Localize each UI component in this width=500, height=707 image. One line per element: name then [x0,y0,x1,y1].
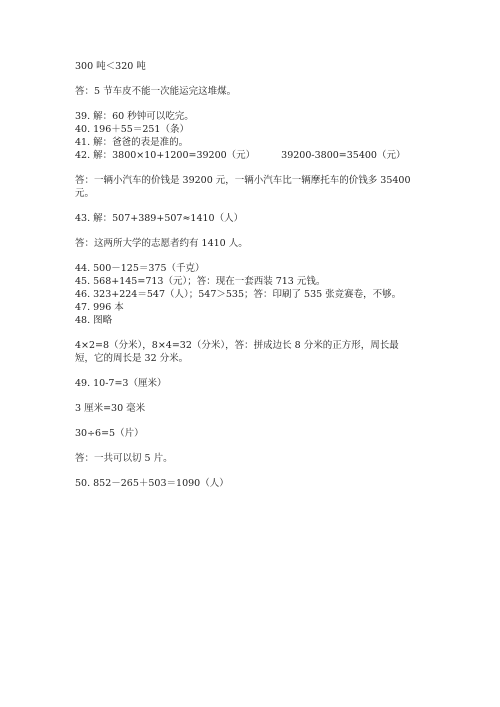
answer-line: 答：这两所大学的志愿者约有 1410 人。 [75,238,248,249]
answer-line: 47. 996 本 [75,302,124,313]
answer-part: 39200-3800=35400（元） [281,150,406,161]
answer-part: 42. 解：3800×10+1200=39200（元） [75,150,256,161]
answer-line: 短，它的周长是 32 分米。 [75,353,189,364]
answer-line [75,150,405,162]
answer-line: 300 吨＜320 吨 [75,61,146,72]
answer-line: 41. 解：爸爸的表是准的。 [75,137,189,148]
answer-line: 45. 568+145=713（元）；答：现在一套西装 713 元钱。 [75,276,326,287]
answer-line: 答：一辆小汽车的价钱是 39200 元，一辆小汽车比一辆摩托车的价钱多 35400 [75,175,411,186]
answer-line: 39. 解：60 秒钟可以吃完。 [75,111,194,122]
answer-line: 48. 图略 [75,315,113,326]
answer-line: 30÷6=5（片） [75,428,144,439]
answer-line: 元。 [75,188,95,199]
answer-line: 答：5 节车皮不能一次能运完这堆煤。 [75,86,237,97]
answer-line: 答：一共可以切 5 片。 [75,453,173,464]
answer-line: 50. 852－265＋503＝1090（人） [75,478,229,489]
answer-line: 4×2=8（分米），8×4=32（分米），答：拼成边长 8 分米的正方形，周长最 [75,340,399,351]
answer-line: 40. 196＋55＝251（条） [75,124,189,135]
answer-line: 43. 解：507+389+507≈1410（人） [75,213,244,224]
answer-line: 46. 323+224＝547（人）；547＞535；答：印刷了 535 张竞赛卷，不够。 [75,289,402,300]
answer-line: 44. 500－125＝375（千克） [75,263,205,274]
answer-line: 49. 10-7=3（厘米） [75,378,167,389]
answer-line: 3 厘米=30 毫米 [75,403,146,414]
